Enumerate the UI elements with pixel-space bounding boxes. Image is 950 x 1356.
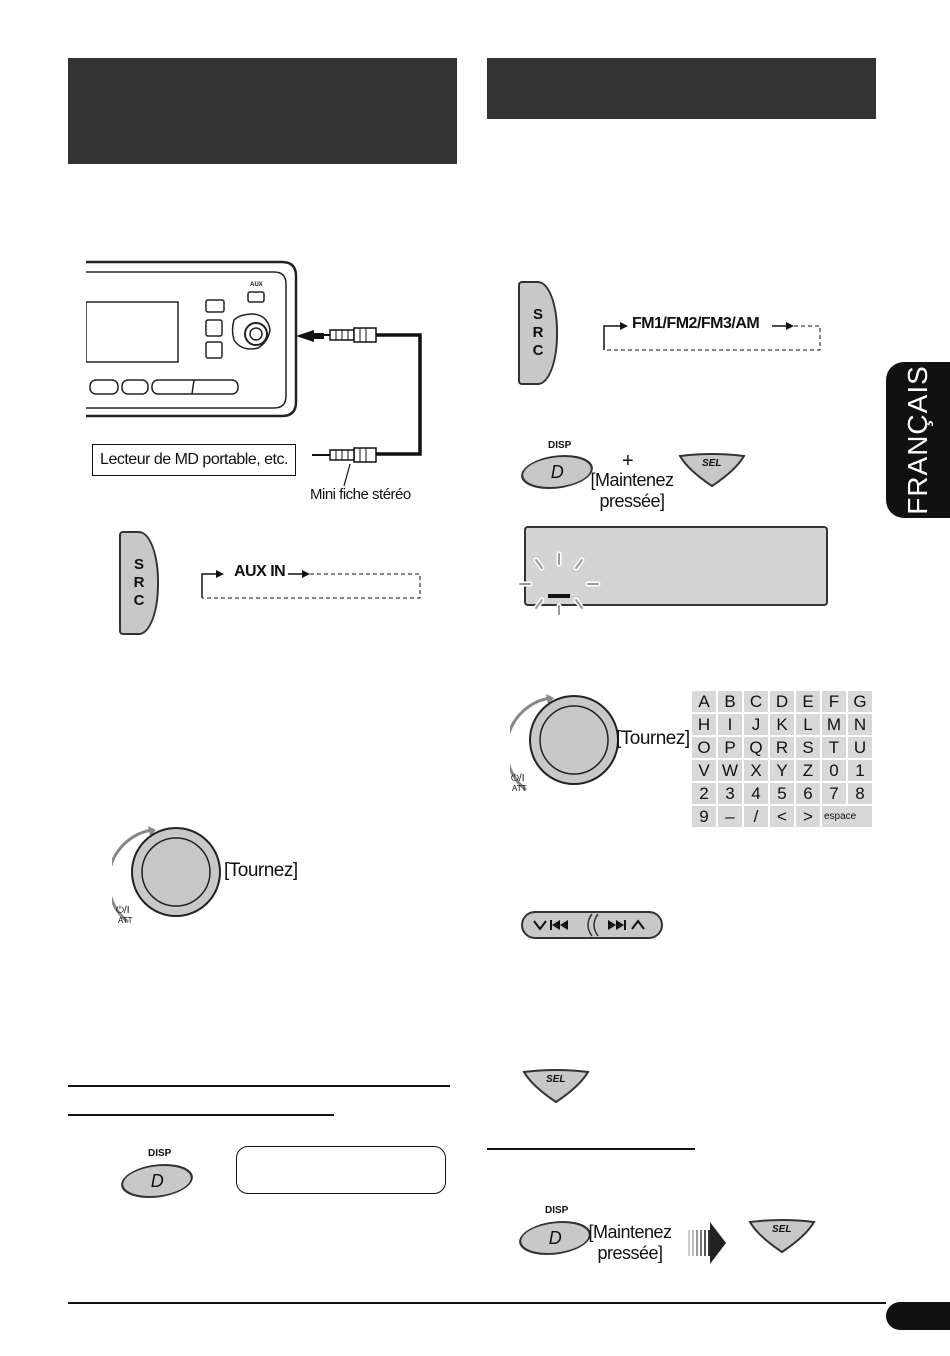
char-cell: 6 — [796, 783, 820, 804]
src-letter-s: S — [133, 556, 144, 573]
char-cell: – — [718, 806, 742, 827]
display-frame-left — [236, 1146, 446, 1194]
char-cell: Y — [770, 760, 794, 781]
char-cell: 4 — [744, 783, 768, 804]
char-cell: P — [718, 737, 742, 758]
char-cell: W — [718, 760, 742, 781]
aux-jack-label: AUX — [250, 282, 263, 288]
char-cell: R — [770, 737, 794, 758]
char-cell: I — [718, 714, 742, 735]
aux-in-sequence-arrows — [198, 564, 424, 604]
char-cell: 7 — [822, 783, 846, 804]
char-cell: 9 — [692, 806, 716, 827]
hold-label-right — [590, 470, 674, 512]
power-label-left: ⏻/I — [116, 905, 130, 916]
left-section-header — [68, 58, 457, 164]
char-cell: 8 — [848, 783, 872, 804]
disp-label-bottom: DISP — [545, 1205, 569, 1216]
hold-label-line2: pressée] — [599, 491, 665, 511]
sel-label-confirm: SEL — [546, 1074, 566, 1085]
page-number-tab — [886, 1302, 950, 1330]
att-label-right: ATT — [512, 784, 527, 793]
src-letter-r: R — [532, 324, 544, 341]
right-section-header — [487, 58, 876, 119]
char-cell: V — [692, 760, 716, 781]
hold-label-line1: [Maintenez — [588, 1222, 672, 1242]
att-label-left: ATT — [118, 916, 133, 925]
char-cell: 3 — [718, 783, 742, 804]
char-cell: 2 — [692, 783, 716, 804]
char-cell: F — [822, 691, 846, 712]
language-tab — [886, 362, 950, 518]
hold-label-line2: pressée] — [597, 1243, 663, 1263]
char-cell: G — [848, 691, 872, 712]
section-underline — [68, 1085, 450, 1087]
char-cell: 5 — [770, 783, 794, 804]
hold-label-bottom — [588, 1222, 672, 1264]
char-cell: H — [692, 714, 716, 735]
portable-device-label: Lecteur de MD portable, etc. — [92, 444, 296, 476]
char-cell: < — [770, 806, 794, 827]
plus-sign: + — [622, 450, 634, 472]
language-tab-label: FRANÇAIS — [902, 365, 934, 515]
sel-label-bottom: SEL — [772, 1224, 792, 1235]
mini-plug-label: Mini fiche stéréo — [310, 486, 411, 503]
section-underline-right — [487, 1148, 695, 1150]
character-grid — [692, 691, 872, 827]
char-cell: Z — [796, 760, 820, 781]
turn-label-right: [Tournez] — [616, 728, 690, 749]
disp-letter: D — [548, 1227, 562, 1248]
char-cell: > — [796, 806, 820, 827]
section-underline-short — [68, 1114, 334, 1116]
src-letter-r: R — [133, 574, 145, 591]
src-letter-s: S — [532, 306, 543, 323]
src-letter-c: C — [532, 342, 544, 359]
footer-rule — [68, 1302, 886, 1304]
char-cell: S — [796, 737, 820, 758]
disp-button-bottom[interactable] — [512, 1221, 598, 1255]
power-label-right: ⏻/I — [511, 773, 525, 784]
src-button-right[interactable] — [518, 281, 558, 385]
char-cell: K — [770, 714, 794, 735]
char-cell: U — [848, 737, 872, 758]
char-cell: X — [744, 760, 768, 781]
disp-button-right[interactable] — [514, 455, 600, 489]
seek-buttons[interactable] — [520, 910, 664, 940]
disp-label-left: DISP — [148, 1148, 172, 1159]
char-cell: J — [744, 714, 768, 735]
char-cell: 1 — [848, 760, 872, 781]
char-cell: O — [692, 737, 716, 758]
char-cell: B — [718, 691, 742, 712]
aux-in-label: AUX IN — [234, 563, 286, 580]
char-cell: Q — [744, 737, 768, 758]
char-cell: N — [848, 714, 872, 735]
char-cell: 0 — [822, 760, 846, 781]
src-button-left[interactable] — [119, 531, 159, 635]
char-cell: T — [822, 737, 846, 758]
char-cell: / — [744, 806, 768, 827]
char-cell-space: espace — [822, 806, 872, 827]
disp-letter: D — [150, 1170, 164, 1191]
disp-label-right: DISP — [548, 440, 572, 451]
disp-button-left[interactable] — [114, 1164, 200, 1198]
char-cell: D — [770, 691, 794, 712]
sel-label-right: SEL — [702, 458, 722, 469]
band-sequence-label: FM1/FM2/FM3/AM — [632, 315, 760, 332]
char-cell: E — [796, 691, 820, 712]
hold-label-line1: [Maintenez — [590, 470, 674, 490]
char-cell: L — [796, 714, 820, 735]
src-letter-c: C — [133, 592, 145, 609]
char-cell: A — [692, 691, 716, 712]
blinking-cursor-icon — [514, 548, 604, 622]
disp-letter: D — [550, 461, 564, 482]
char-cell: C — [744, 691, 768, 712]
then-arrow-icon — [688, 1220, 728, 1266]
char-cell: M — [822, 714, 846, 735]
turn-label-left: [Tournez] — [224, 860, 298, 881]
